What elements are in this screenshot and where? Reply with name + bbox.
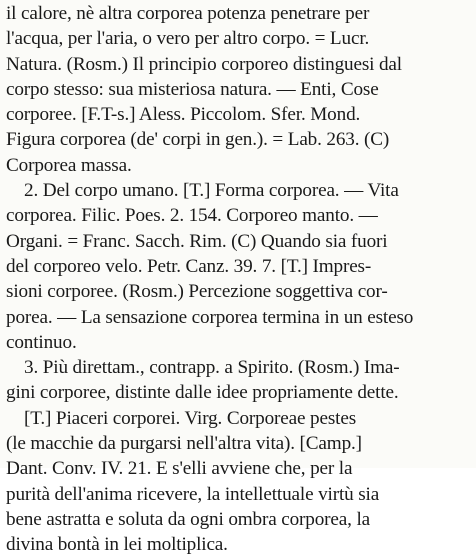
section-3-heading-line: 3. Più direttam., contrapp. a Spirito. (Rosm.) Ima- — [24, 357, 400, 379]
section-2-heading-line: 2. Del corpo umano. [T.] Forma corporea. — Vita — [24, 180, 399, 202]
text-line: Natura. (Rosm.) Il principio corporeo distinguesi dal — [6, 53, 402, 75]
text-line: Dant. Conv. IV. 21. E s'elli avviene che, per la — [6, 458, 353, 480]
text-line: il calore, nè altra corporea potenza penetrare per — [6, 3, 370, 24]
text-line: corpo stesso: sua misteriosa natura. — Enti, Cose — [6, 78, 379, 100]
text-line: del corporeo velo. Petr. Canz. 39. 7. [T.] Impres- — [6, 255, 372, 277]
dictionary-entry-text — [6, 1, 470, 558]
text-line: corporea. Filic. Poes. 2. 154. Corporeo manto. — — [6, 205, 378, 227]
text-line: [T.] Piaceri corporei. Virg. Corporeae pestes — [24, 407, 357, 429]
text-line: purità dell'anima ricevere, la intellettuale virtù sia — [6, 483, 380, 505]
text-line: continuo. — [6, 331, 77, 353]
text-line: Organi. = Franc. Sacch. Rim. (C) Quando sia fuori — [6, 230, 388, 252]
text-line: Corporea massa. — [6, 154, 132, 176]
text-line: l'acqua, per l'aria, o vero per altro corpo. = Lucr. — [6, 28, 370, 50]
text-line: corporee. [F.T-s.] Aless. Piccolom. Sfer. Mond. — [6, 104, 361, 126]
text-line: bene astratta e soluta da ogni ombra corporea, la — [6, 508, 370, 530]
text-line: Figura corporea (de' corpi in gen.). = Lab. 263. (C) — [6, 129, 390, 151]
text-line: sioni corporee. (Rosm.) Percezione soggettiva cor- — [6, 281, 388, 303]
text-line: divina bontà in lei moltiplica. — [6, 534, 228, 556]
text-line: porea. — La sensazione corporea termina in un esteso — [6, 306, 414, 328]
text-line: (le macchie da purgarsi nell'altra vita). [Camp.] — [6, 433, 362, 455]
text-line: gini corporee, distinte dalle idee propriamente dette. — [6, 382, 399, 404]
